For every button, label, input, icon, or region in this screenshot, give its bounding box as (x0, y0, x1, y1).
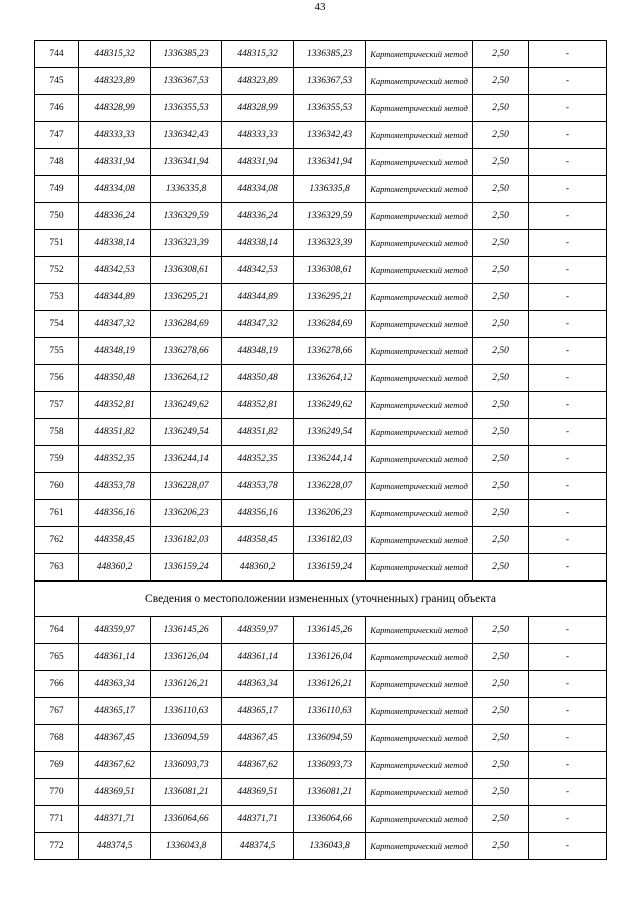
accuracy-cell: 2,50 (473, 68, 529, 95)
method-cell: Картометрический метод (366, 257, 473, 284)
x-new-cell: 448352,35 (222, 446, 294, 473)
y-new-cell: 1336335,8 (294, 176, 366, 203)
table-row (35, 473, 607, 500)
description-cell: - (529, 203, 607, 230)
y-new-cell: 1336064,66 (294, 806, 366, 833)
table-row (35, 554, 607, 582)
y-new-cell: 1336278,66 (294, 338, 366, 365)
y-existing-cell: 1336094,59 (151, 725, 222, 752)
point-number-cell: 761 (35, 500, 79, 527)
y-existing-cell: 1336308,61 (151, 257, 222, 284)
table-row (35, 527, 607, 554)
description-cell: - (529, 473, 607, 500)
x-existing-cell: 448350,48 (79, 365, 151, 392)
table-row (35, 419, 607, 446)
y-new-cell: 1336182,03 (294, 527, 366, 554)
x-new-cell: 448331,94 (222, 149, 294, 176)
y-new-cell: 1336159,24 (294, 554, 366, 582)
accuracy-cell: 2,50 (473, 311, 529, 338)
table-row (35, 806, 607, 833)
point-number-cell: 770 (35, 779, 79, 806)
y-existing-cell: 1336244,14 (151, 446, 222, 473)
point-number-cell: 749 (35, 176, 79, 203)
y-existing-cell: 1336228,07 (151, 473, 222, 500)
point-number-cell: 746 (35, 95, 79, 122)
description-cell: - (529, 671, 607, 698)
point-number-cell: 744 (35, 41, 79, 68)
description-cell: - (529, 617, 607, 644)
method-cell: Картометрический метод (366, 149, 473, 176)
accuracy-cell: 2,50 (473, 257, 529, 284)
point-number-cell: 771 (35, 806, 79, 833)
point-number-cell: 747 (35, 122, 79, 149)
y-new-cell: 1336249,54 (294, 419, 366, 446)
y-new-cell: 1336206,23 (294, 500, 366, 527)
description-cell: - (529, 149, 607, 176)
description-cell: - (529, 779, 607, 806)
y-new-cell: 1336341,94 (294, 149, 366, 176)
y-new-cell: 1336093,73 (294, 752, 366, 779)
y-new-cell: 1336367,53 (294, 68, 366, 95)
accuracy-cell: 2,50 (473, 230, 529, 257)
description-cell: - (529, 284, 607, 311)
x-existing-cell: 448367,62 (79, 752, 151, 779)
accuracy-cell: 2,50 (473, 392, 529, 419)
y-new-cell: 1336329,59 (294, 203, 366, 230)
table-row (35, 833, 607, 860)
point-number-cell: 751 (35, 230, 79, 257)
accuracy-cell: 2,50 (473, 149, 529, 176)
y-existing-cell: 1336355,53 (151, 95, 222, 122)
description-cell: - (529, 644, 607, 671)
table-row (35, 230, 607, 257)
x-existing-cell: 448367,45 (79, 725, 151, 752)
table-row (35, 671, 607, 698)
accuracy-cell: 2,50 (473, 284, 529, 311)
table-row (35, 779, 607, 806)
y-new-cell: 1336284,69 (294, 311, 366, 338)
x-existing-cell: 448358,45 (79, 527, 151, 554)
accuracy-cell: 2,50 (473, 527, 529, 554)
x-existing-cell: 448334,08 (79, 176, 151, 203)
point-number-cell: 767 (35, 698, 79, 725)
x-existing-cell: 448352,81 (79, 392, 151, 419)
x-new-cell: 448367,45 (222, 725, 294, 752)
y-existing-cell: 1336206,23 (151, 500, 222, 527)
x-existing-cell: 448363,34 (79, 671, 151, 698)
y-existing-cell: 1336126,04 (151, 644, 222, 671)
description-cell: - (529, 338, 607, 365)
y-existing-cell: 1336159,24 (151, 554, 222, 582)
table-row (35, 311, 607, 338)
point-number-cell: 755 (35, 338, 79, 365)
y-existing-cell: 1336385,23 (151, 41, 222, 68)
y-new-cell: 1336110,63 (294, 698, 366, 725)
accuracy-cell: 2,50 (473, 500, 529, 527)
x-new-cell: 448361,14 (222, 644, 294, 671)
accuracy-cell: 2,50 (473, 779, 529, 806)
y-existing-cell: 1336264,12 (151, 365, 222, 392)
x-new-cell: 448323,89 (222, 68, 294, 95)
method-cell: Картометрический метод (366, 338, 473, 365)
section-heading: Сведения о местоположении измененных (уточненных) границ объекта (35, 581, 607, 617)
y-new-cell: 1336244,14 (294, 446, 366, 473)
x-existing-cell: 448352,35 (79, 446, 151, 473)
point-number-cell: 759 (35, 446, 79, 473)
x-new-cell: 448334,08 (222, 176, 294, 203)
point-number-cell: 757 (35, 392, 79, 419)
page-number: 43 (314, 1, 326, 13)
y-new-cell: 1336145,26 (294, 617, 366, 644)
method-cell: Картометрический метод (366, 752, 473, 779)
accuracy-cell: 2,50 (473, 725, 529, 752)
point-number-cell: 766 (35, 671, 79, 698)
accuracy-cell: 2,50 (473, 338, 529, 365)
y-existing-cell: 1336329,59 (151, 203, 222, 230)
point-number-cell: 763 (35, 554, 79, 582)
x-new-cell: 448356,16 (222, 500, 294, 527)
x-existing-cell: 448315,32 (79, 41, 151, 68)
x-existing-cell: 448328,99 (79, 95, 151, 122)
method-cell: Картометрический метод (366, 419, 473, 446)
method-cell: Картометрический метод (366, 473, 473, 500)
table-body-after (35, 617, 607, 860)
table-row (35, 365, 607, 392)
description-cell: - (529, 527, 607, 554)
point-number-cell: 765 (35, 644, 79, 671)
method-cell: Картометрический метод (366, 311, 473, 338)
x-existing-cell: 448360,2 (79, 554, 151, 582)
section-heading-body (35, 581, 607, 617)
y-existing-cell: 1336081,21 (151, 779, 222, 806)
method-cell: Картометрический метод (366, 122, 473, 149)
method-cell: Картометрический метод (366, 725, 473, 752)
table-row (35, 176, 607, 203)
x-new-cell: 448363,34 (222, 671, 294, 698)
point-number-cell: 753 (35, 284, 79, 311)
y-existing-cell: 1336335,8 (151, 176, 222, 203)
accuracy-cell: 2,50 (473, 122, 529, 149)
method-cell: Картометрический метод (366, 68, 473, 95)
y-existing-cell: 1336341,94 (151, 149, 222, 176)
table-row (35, 68, 607, 95)
method-cell: Картометрический метод (366, 833, 473, 860)
method-cell: Картометрический метод (366, 644, 473, 671)
table-row (35, 698, 607, 725)
y-existing-cell: 1336110,63 (151, 698, 222, 725)
coordinates-table (34, 40, 607, 860)
y-existing-cell: 1336249,62 (151, 392, 222, 419)
x-existing-cell: 448344,89 (79, 284, 151, 311)
point-number-cell: 760 (35, 473, 79, 500)
x-new-cell: 448360,2 (222, 554, 294, 582)
description-cell: - (529, 365, 607, 392)
method-cell: Картометрический метод (366, 392, 473, 419)
method-cell: Картометрический метод (366, 230, 473, 257)
x-existing-cell: 448333,33 (79, 122, 151, 149)
accuracy-cell: 2,50 (473, 176, 529, 203)
table-row (35, 392, 607, 419)
method-cell: Картометрический метод (366, 806, 473, 833)
accuracy-cell: 2,50 (473, 203, 529, 230)
table-row (35, 338, 607, 365)
y-new-cell: 1336342,43 (294, 122, 366, 149)
point-number-cell: 748 (35, 149, 79, 176)
description-cell: - (529, 122, 607, 149)
y-new-cell: 1336355,53 (294, 95, 366, 122)
x-new-cell: 448344,89 (222, 284, 294, 311)
x-existing-cell: 448338,14 (79, 230, 151, 257)
y-existing-cell: 1336367,53 (151, 68, 222, 95)
description-cell: - (529, 554, 607, 582)
method-cell: Картометрический метод (366, 203, 473, 230)
y-existing-cell: 1336093,73 (151, 752, 222, 779)
x-new-cell: 448342,53 (222, 257, 294, 284)
table-row (35, 446, 607, 473)
x-existing-cell: 448331,94 (79, 149, 151, 176)
table-row (35, 284, 607, 311)
y-new-cell: 1336081,21 (294, 779, 366, 806)
table-row (35, 644, 607, 671)
table-row (35, 149, 607, 176)
x-new-cell: 448333,33 (222, 122, 294, 149)
description-cell: - (529, 311, 607, 338)
description-cell: - (529, 41, 607, 68)
y-new-cell: 1336126,04 (294, 644, 366, 671)
description-cell: - (529, 257, 607, 284)
point-number-cell: 768 (35, 725, 79, 752)
description-cell: - (529, 176, 607, 203)
method-cell: Картометрический метод (366, 41, 473, 68)
y-existing-cell: 1336278,66 (151, 338, 222, 365)
y-new-cell: 1336323,39 (294, 230, 366, 257)
x-existing-cell: 448371,71 (79, 806, 151, 833)
point-number-cell: 764 (35, 617, 79, 644)
point-number-cell: 745 (35, 68, 79, 95)
table-body-before (35, 41, 607, 582)
accuracy-cell: 2,50 (473, 617, 529, 644)
x-new-cell: 448369,51 (222, 779, 294, 806)
description-cell: - (529, 833, 607, 860)
x-new-cell: 448347,32 (222, 311, 294, 338)
x-existing-cell: 448342,53 (79, 257, 151, 284)
accuracy-cell: 2,50 (473, 365, 529, 392)
x-new-cell: 448358,45 (222, 527, 294, 554)
y-existing-cell: 1336323,39 (151, 230, 222, 257)
x-existing-cell: 448356,16 (79, 500, 151, 527)
table-row (35, 122, 607, 149)
table-row (35, 41, 607, 68)
method-cell: Картометрический метод (366, 671, 473, 698)
description-cell: - (529, 752, 607, 779)
accuracy-cell: 2,50 (473, 644, 529, 671)
point-number-cell: 758 (35, 419, 79, 446)
point-number-cell: 754 (35, 311, 79, 338)
y-new-cell: 1336126,21 (294, 671, 366, 698)
x-new-cell: 448371,71 (222, 806, 294, 833)
table-row (35, 257, 607, 284)
method-cell: Картометрический метод (366, 500, 473, 527)
point-number-cell: 752 (35, 257, 79, 284)
accuracy-cell: 2,50 (473, 95, 529, 122)
method-cell: Картометрический метод (366, 284, 473, 311)
accuracy-cell: 2,50 (473, 833, 529, 860)
table-row (35, 725, 607, 752)
x-new-cell: 448350,48 (222, 365, 294, 392)
x-new-cell: 448328,99 (222, 95, 294, 122)
x-existing-cell: 448374,5 (79, 833, 151, 860)
description-cell: - (529, 698, 607, 725)
x-new-cell: 448374,5 (222, 833, 294, 860)
description-cell: - (529, 95, 607, 122)
y-new-cell: 1336094,59 (294, 725, 366, 752)
x-new-cell: 448353,78 (222, 473, 294, 500)
x-new-cell: 448336,24 (222, 203, 294, 230)
table-row (35, 95, 607, 122)
y-new-cell: 1336385,23 (294, 41, 366, 68)
description-cell: - (529, 446, 607, 473)
x-existing-cell: 448361,14 (79, 644, 151, 671)
x-new-cell: 448352,81 (222, 392, 294, 419)
y-existing-cell: 1336182,03 (151, 527, 222, 554)
y-existing-cell: 1336126,21 (151, 671, 222, 698)
method-cell: Картометрический метод (366, 779, 473, 806)
y-new-cell: 1336295,21 (294, 284, 366, 311)
x-existing-cell: 448351,82 (79, 419, 151, 446)
accuracy-cell: 2,50 (473, 41, 529, 68)
method-cell: Картометрический метод (366, 176, 473, 203)
x-new-cell: 448348,19 (222, 338, 294, 365)
method-cell: Картометрический метод (366, 95, 473, 122)
y-new-cell: 1336264,12 (294, 365, 366, 392)
accuracy-cell: 2,50 (473, 698, 529, 725)
x-new-cell: 448315,32 (222, 41, 294, 68)
x-existing-cell: 448347,32 (79, 311, 151, 338)
x-existing-cell: 448369,51 (79, 779, 151, 806)
method-cell: Картометрический метод (366, 698, 473, 725)
method-cell: Картометрический метод (366, 617, 473, 644)
accuracy-cell: 2,50 (473, 473, 529, 500)
y-new-cell: 1336308,61 (294, 257, 366, 284)
table-row (35, 203, 607, 230)
y-existing-cell: 1336064,66 (151, 806, 222, 833)
y-existing-cell: 1336342,43 (151, 122, 222, 149)
accuracy-cell: 2,50 (473, 446, 529, 473)
point-number-cell: 762 (35, 527, 79, 554)
x-existing-cell: 448348,19 (79, 338, 151, 365)
description-cell: - (529, 806, 607, 833)
y-existing-cell: 1336295,21 (151, 284, 222, 311)
x-existing-cell: 448353,78 (79, 473, 151, 500)
description-cell: - (529, 392, 607, 419)
table-row (35, 617, 607, 644)
x-new-cell: 448359,97 (222, 617, 294, 644)
y-existing-cell: 1336284,69 (151, 311, 222, 338)
accuracy-cell: 2,50 (473, 419, 529, 446)
accuracy-cell: 2,50 (473, 671, 529, 698)
accuracy-cell: 2,50 (473, 554, 529, 582)
description-cell: - (529, 500, 607, 527)
point-number-cell: 769 (35, 752, 79, 779)
description-cell: - (529, 68, 607, 95)
x-new-cell: 448338,14 (222, 230, 294, 257)
x-existing-cell: 448336,24 (79, 203, 151, 230)
point-number-cell: 756 (35, 365, 79, 392)
y-existing-cell: 1336145,26 (151, 617, 222, 644)
y-new-cell: 1336228,07 (294, 473, 366, 500)
table-row (35, 500, 607, 527)
section-heading-row (35, 581, 607, 617)
method-cell: Картометрический метод (366, 527, 473, 554)
description-cell: - (529, 419, 607, 446)
x-existing-cell: 448323,89 (79, 68, 151, 95)
x-new-cell: 448367,62 (222, 752, 294, 779)
x-new-cell: 448351,82 (222, 419, 294, 446)
accuracy-cell: 2,50 (473, 806, 529, 833)
description-cell: - (529, 230, 607, 257)
y-existing-cell: 1336249,54 (151, 419, 222, 446)
x-new-cell: 448365,17 (222, 698, 294, 725)
method-cell: Картометрический метод (366, 365, 473, 392)
method-cell: Картометрический метод (366, 446, 473, 473)
x-existing-cell: 448365,17 (79, 698, 151, 725)
y-existing-cell: 1336043,8 (151, 833, 222, 860)
y-new-cell: 1336249,62 (294, 392, 366, 419)
description-cell: - (529, 725, 607, 752)
point-number-cell: 772 (35, 833, 79, 860)
accuracy-cell: 2,50 (473, 752, 529, 779)
point-number-cell: 750 (35, 203, 79, 230)
x-existing-cell: 448359,97 (79, 617, 151, 644)
table-row (35, 752, 607, 779)
method-cell: Картометрический метод (366, 554, 473, 582)
y-new-cell: 1336043,8 (294, 833, 366, 860)
